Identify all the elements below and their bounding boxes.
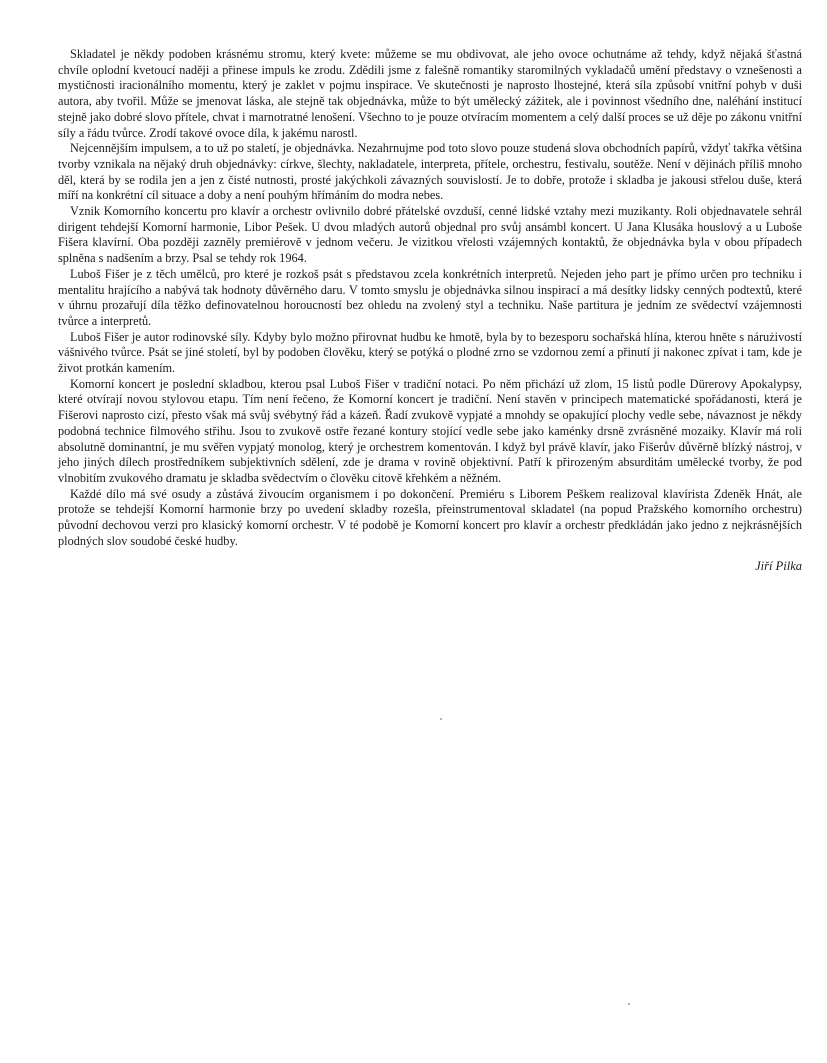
paragraph-4: Luboš Fišer je z těch umělců, pro které je rozkoš psát s představou zcela konkrétních interpretů. Nejeden jeho part je přímo určen pro techniku i mentalitu hrajícího a nabývá tak hodnoty důvěrného daru. V tomto smyslu je objednávka silnou inspirací a má desítky lidsky cenných podtextů, které v úhrnu prozařují díla těžko definovatelnou horoucností bez ohledu na zvolený styl a techniku. Naše partitura je jedním ze svědectví vzájemnosti tvůrce a interpretů. <box>58 266 802 328</box>
paragraph-7: Každé dílo má své osudy a zůstává živoucím organismem i po dokončení. Premiéru s Liborem Peškem realizoval klavírista Zdeněk Hnát, ale protože se tehdejší Komorní harmonie brzy po uvedení skladby rozešla, přeinstrumentoval skladatel (na popud Pražského komorního orchestru) původní dechovou verzi pro klasický komorní orchestr. V té podobě je Komorní koncert pro klavír a orchestr předkládán jako jedno z nejkrásnějších plodných slov soudobé české hudby. <box>58 486 802 548</box>
scan-speck <box>628 1003 630 1005</box>
paragraph-2: Nejcennějším impulsem, a to už po staletí, je objednávka. Nezahrnujme pod toto slovo pouze studená slova obchodních papírů, vždyť takřka většina tvorby vznikala na nějaký druh objednávky: církve, šlechty, nakladatele, interpreta, přítele, orchestru, festivalu, soutěže. Není v dějinách příliš mnoho děl, která by se rodila jen a jen z čisté nutnosti, prosté jakýchkoli závazných souvislostí. Je to dobře, protože i skladba je jakousi střelou duše, která míří na konkrétní cíl situace a doby a není pouhým hřímáním do modra nebes. <box>58 141 802 203</box>
paragraph-3: Vznik Komorního koncertu pro klavír a orchestr ovlivnilo dobré přátelské ovzduší, cenné lidské vztahy mezi muzikanty. Roli objednavatele sehrál dirigent tehdejší Komorní harmonie, Libor Pešek. U dvou mladých autorů objednal pro svůj ansámbl koncert. U Jana Klusáka houslový a u Luboše Fišera klavírní. Oba později zazněly premiérově v jednom večeru. Je vizitkou vřelosti vzájemných kontaktů, že objednávka byla v obou případech splněna s nadšením a brzy. Psal se tehdy rok 1964. <box>58 204 802 266</box>
scan-speck <box>440 718 442 720</box>
author-signature: Jiří Pilka <box>755 558 802 573</box>
paragraph-1: Skladatel je někdy podoben krásnému stromu, který kvete: můžeme se mu obdivovat, ale jeho ovoce ochutnáme až tehdy, když nějaká šťastná chvíle oplodní kvetoucí naději a přinese impuls ke zrodu. Zdědili jsme z falešně romantiky staromilných vykladačů umění představy o vznešenosti a mystičnosti iracionálního momentu, který je zaklet v pojmu inspirace. Ve skutečnosti je naprosto lhostejné, která síla způsobí vnitřní pohyb v duši autora, aby tvořil. Může se jmenovat láska, ale stejně tak objednávka, může to být umělecký zážitek, ale i povinnost všedního dne, naléhání institucí stejně jako dobré slovo přítele, chvat i marnotratné lenošení. Všechno to je pouze otvíracím momentem a celý další proces se už děje po zákonu vnitřní síly a řádu tvůrce. Zrodí takové ovoce díla, k jakému narostl. <box>58 47 802 140</box>
paragraph-5: Luboš Fišer je autor rodinovské síly. Kdyby bylo možno přirovnat hudbu ke hmotě, byla by to bezesporu sochařská hlína, kterou hněte s nárużivostí vášnivého tvůrce. Psát se jiné století, byl by podoben člověku, který se potýká o plodné zrno se vzdornou zemí a přinutí ji nakonec zpívat i tam, kde je život protkán kamením. <box>58 329 802 376</box>
article <box>58 47 802 574</box>
paragraph-6: Komorní koncert je poslední skladbou, kterou psal Luboš Fišer v tradiční notaci. Po něm přichází už zlom, 15 listů podle Dürerovy Apokalypsy, které otvírají novou stylovou etapu. Tím není řečeno, že Komorní koncert je tradiční. Není stavěn v principech matematické spořádanosti, která je Fišerovi naprosto cizí, přesto však má svůj svébytný řád a kázeň. Řadí zvukově vypjaté a mnohdy se opakující plochy vedle sebe, návaznost je někdy podobná technice filmového střihu. Jsou to zvukově ostře řezané kontury stojící vedle sebe jako kaménky drsně zvrásněné mozaiky. Klavír má roli absolutně dominantní, je mu svěřen vypjatý monolog, který je orchestrem komentován. I když byl právě klavír, jako Fišerův důvěrně blízký nástroj, v jeho jiných dílech prostředníkem subjektivních sdělení, zde je drama v rovině objektivní. Patří k přirozeným absurditám umělecké tvorby, že pod vlnobitím zvukového dramatu je skladba svědectvím o člověku citově křehkém a něžném. <box>58 376 802 485</box>
